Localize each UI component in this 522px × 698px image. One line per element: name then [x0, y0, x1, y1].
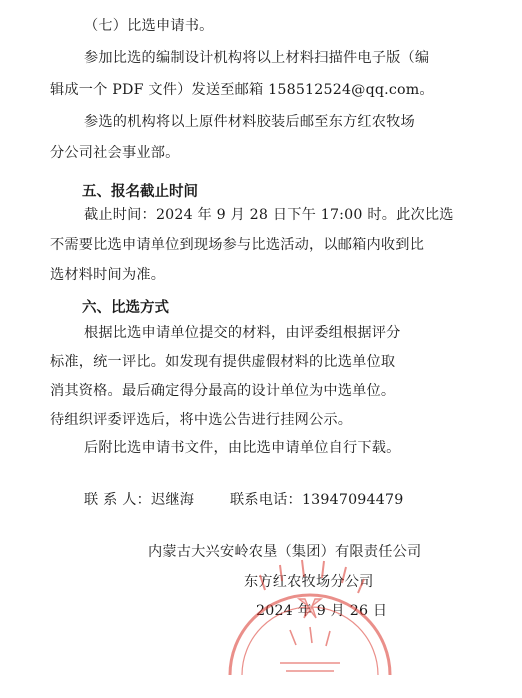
section-5-line: 选材料时间为准。	[50, 267, 166, 283]
signature-date: 2024 年 9 月 26 日	[256, 603, 388, 619]
section-6-heading: 六、比选方式	[82, 300, 169, 316]
section-6-line: 待组织评委评选后，将中选公告进行挂网公示。	[50, 412, 353, 428]
submission-paragraph-line: 辑成一个 PDF 文件）发送至邮箱 158512524@qq.com。	[50, 82, 434, 98]
contact-phone: 联系电话：13947094479	[230, 492, 404, 508]
signature-branch: 东方红农牧场分公司	[244, 574, 374, 590]
section-5-line: 截止时间：2024 年 9 月 28 日下午 17:00 时。此次比选	[84, 207, 454, 223]
attachment-note: 后附比选申请书文件，由比选申请单位自行下载。	[84, 440, 401, 456]
mail-paragraph-line: 分公司社会事业部。	[50, 145, 180, 161]
section-5-heading: 五、报名截止时间	[82, 184, 198, 200]
section-6-line: 标准，统一评比。如发现有提供虚假材料的比选单位取	[50, 354, 396, 370]
section-5-line: 不需要比选申请单位到现场参与比选活动，以邮箱内收到比	[50, 237, 425, 253]
section-6-line: 消其资格。最后确定得分最高的设计单位为中选单位。	[50, 383, 396, 399]
section-6-line: 根据比选申请单位提交的材料，由评委组根据评分	[84, 325, 401, 341]
contact-person: 联 系 人：迟继海	[84, 492, 195, 508]
signature-company: 内蒙古大兴安岭农垦（集团）有限责任公司	[148, 544, 422, 560]
mail-paragraph-line: 参选的机构将以上原件材料胶装后邮至东方红农牧场	[84, 114, 415, 130]
submission-paragraph-line: 参加比选的编制设计机构将以上材料扫描件电子版（编	[84, 50, 430, 66]
item-7-line: （七）比选申请书。	[84, 18, 214, 34]
